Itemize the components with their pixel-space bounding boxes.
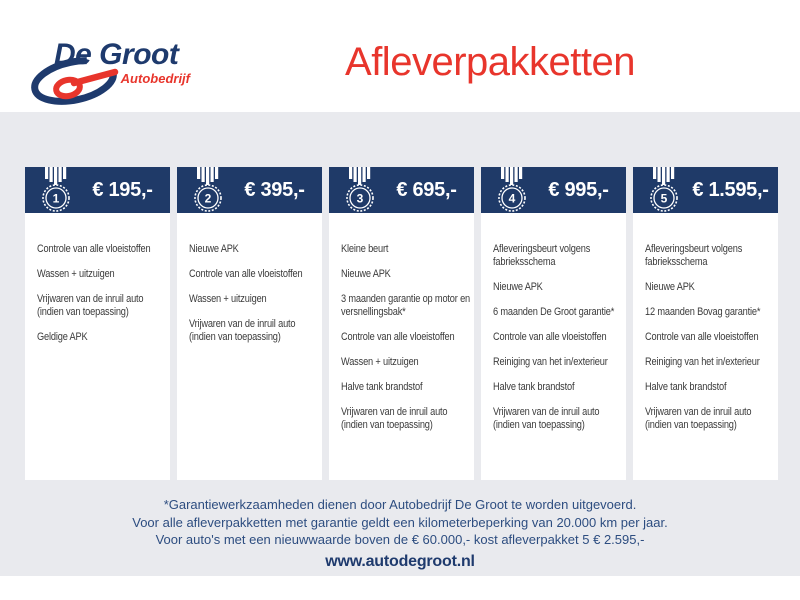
feature-item: Wassen + uitzuigen — [189, 293, 267, 305]
feature-item: Afleveringsbeurt volgens fabrieksschema — [645, 243, 743, 268]
feature-item: Geldige APK — [37, 331, 88, 343]
package-price: € 395,- — [244, 178, 305, 201]
medal-icon — [34, 167, 78, 213]
feature-item: Wassen + uitzuigen — [37, 268, 115, 280]
feature-item: Controle van alle vloeistoffen — [493, 331, 607, 343]
feature-item: Halve tank brandstof — [341, 381, 423, 393]
page-title: Afleverpakketten — [345, 40, 635, 84]
logo-brand-subtitle: Autobedrijf — [120, 71, 190, 86]
feature-item: 3 maanden garantie op motor en versnellingsbak* — [341, 293, 471, 318]
package-number: 4 — [508, 191, 516, 206]
package-price: € 195,- — [92, 178, 153, 201]
package-features — [481, 213, 626, 480]
package-card — [329, 167, 474, 480]
feature-item: Vrijwaren van de inruil auto (indien van toepassing) — [493, 406, 600, 431]
package-card — [481, 167, 626, 480]
footnotes — [0, 496, 800, 549]
logo-brand-name: De Groot — [54, 38, 179, 71]
feature-item: Vrijwaren van de inruil auto (indien van toepassing) — [189, 318, 296, 343]
package-card — [633, 167, 778, 480]
feature-item: Vrijwaren van de inruil auto (indien van toepassing) — [37, 293, 144, 318]
package-columns — [25, 167, 778, 480]
feature-item: Controle van alle vloeistoffen — [37, 243, 151, 255]
footnote-line: Voor alle afleverpakketten met garantie geldt een kilometerbeperking van 20.000 km per jaar. — [132, 514, 668, 530]
medal-icon — [490, 167, 534, 213]
package-card — [177, 167, 322, 480]
feature-item: Reiniging van het in/exterieur — [493, 356, 608, 368]
footnote-line: Voor auto's met een nieuwwaarde boven de € 60.000,- kost afleverpakket 5 € 2.595,- — [155, 532, 645, 547]
feature-item: Nieuwe APK — [341, 268, 391, 280]
package-header — [25, 167, 170, 213]
feature-item: Vrijwaren van de inruil auto (indien van toepassing) — [341, 406, 448, 431]
package-number: 3 — [356, 191, 364, 206]
website-link[interactable]: www.autodegroot.nl — [325, 553, 475, 570]
package-card — [25, 167, 170, 480]
de-groot-logo — [28, 40, 190, 106]
feature-item: Halve tank brandstof — [645, 381, 727, 393]
feature-item: Nieuwe APK — [645, 281, 695, 293]
package-price: € 695,- — [396, 178, 457, 201]
feature-item: Wassen + uitzuigen — [341, 356, 419, 368]
feature-item: Controle van alle vloeistoffen — [189, 268, 303, 280]
package-header — [329, 167, 474, 213]
package-features — [177, 213, 322, 480]
footnote-line: *Garantiewerkzaamheden dienen door Autobedrijf De Groot te worden uitgevoerd. — [163, 497, 637, 512]
feature-item: Halve tank brandstof — [493, 381, 575, 393]
feature-item: Controle van alle vloeistoffen — [341, 331, 455, 343]
feature-item: Reiniging van het in/exterieur — [645, 356, 760, 368]
feature-item: Controle van alle vloeistoffen — [645, 331, 759, 343]
feature-item: 6 maanden De Groot garantie* — [493, 306, 615, 318]
medal-icon — [186, 167, 230, 213]
feature-item: Kleine beurt — [341, 243, 389, 255]
feature-item: Vrijwaren van de inruil auto (indien van toepassing) — [645, 406, 752, 431]
package-price: € 995,- — [548, 178, 609, 201]
feature-item: Nieuwe APK — [493, 281, 543, 293]
package-number: 5 — [660, 191, 668, 206]
package-features — [633, 213, 778, 480]
package-features — [25, 213, 170, 480]
package-features — [329, 213, 474, 480]
medal-icon — [642, 167, 686, 213]
feature-item: Nieuwe APK — [189, 243, 239, 255]
package-price: € 1.595,- — [692, 178, 769, 201]
medal-icon — [338, 167, 382, 213]
package-number: 2 — [204, 191, 212, 206]
feature-item: Afleveringsbeurt volgens fabrieksschema — [493, 243, 591, 268]
package-number: 1 — [52, 191, 60, 206]
packages-panel — [0, 112, 800, 576]
package-header — [481, 167, 626, 213]
feature-item: 12 maanden Bovag garantie* — [645, 306, 761, 318]
package-header — [177, 167, 322, 213]
package-header — [633, 167, 778, 213]
